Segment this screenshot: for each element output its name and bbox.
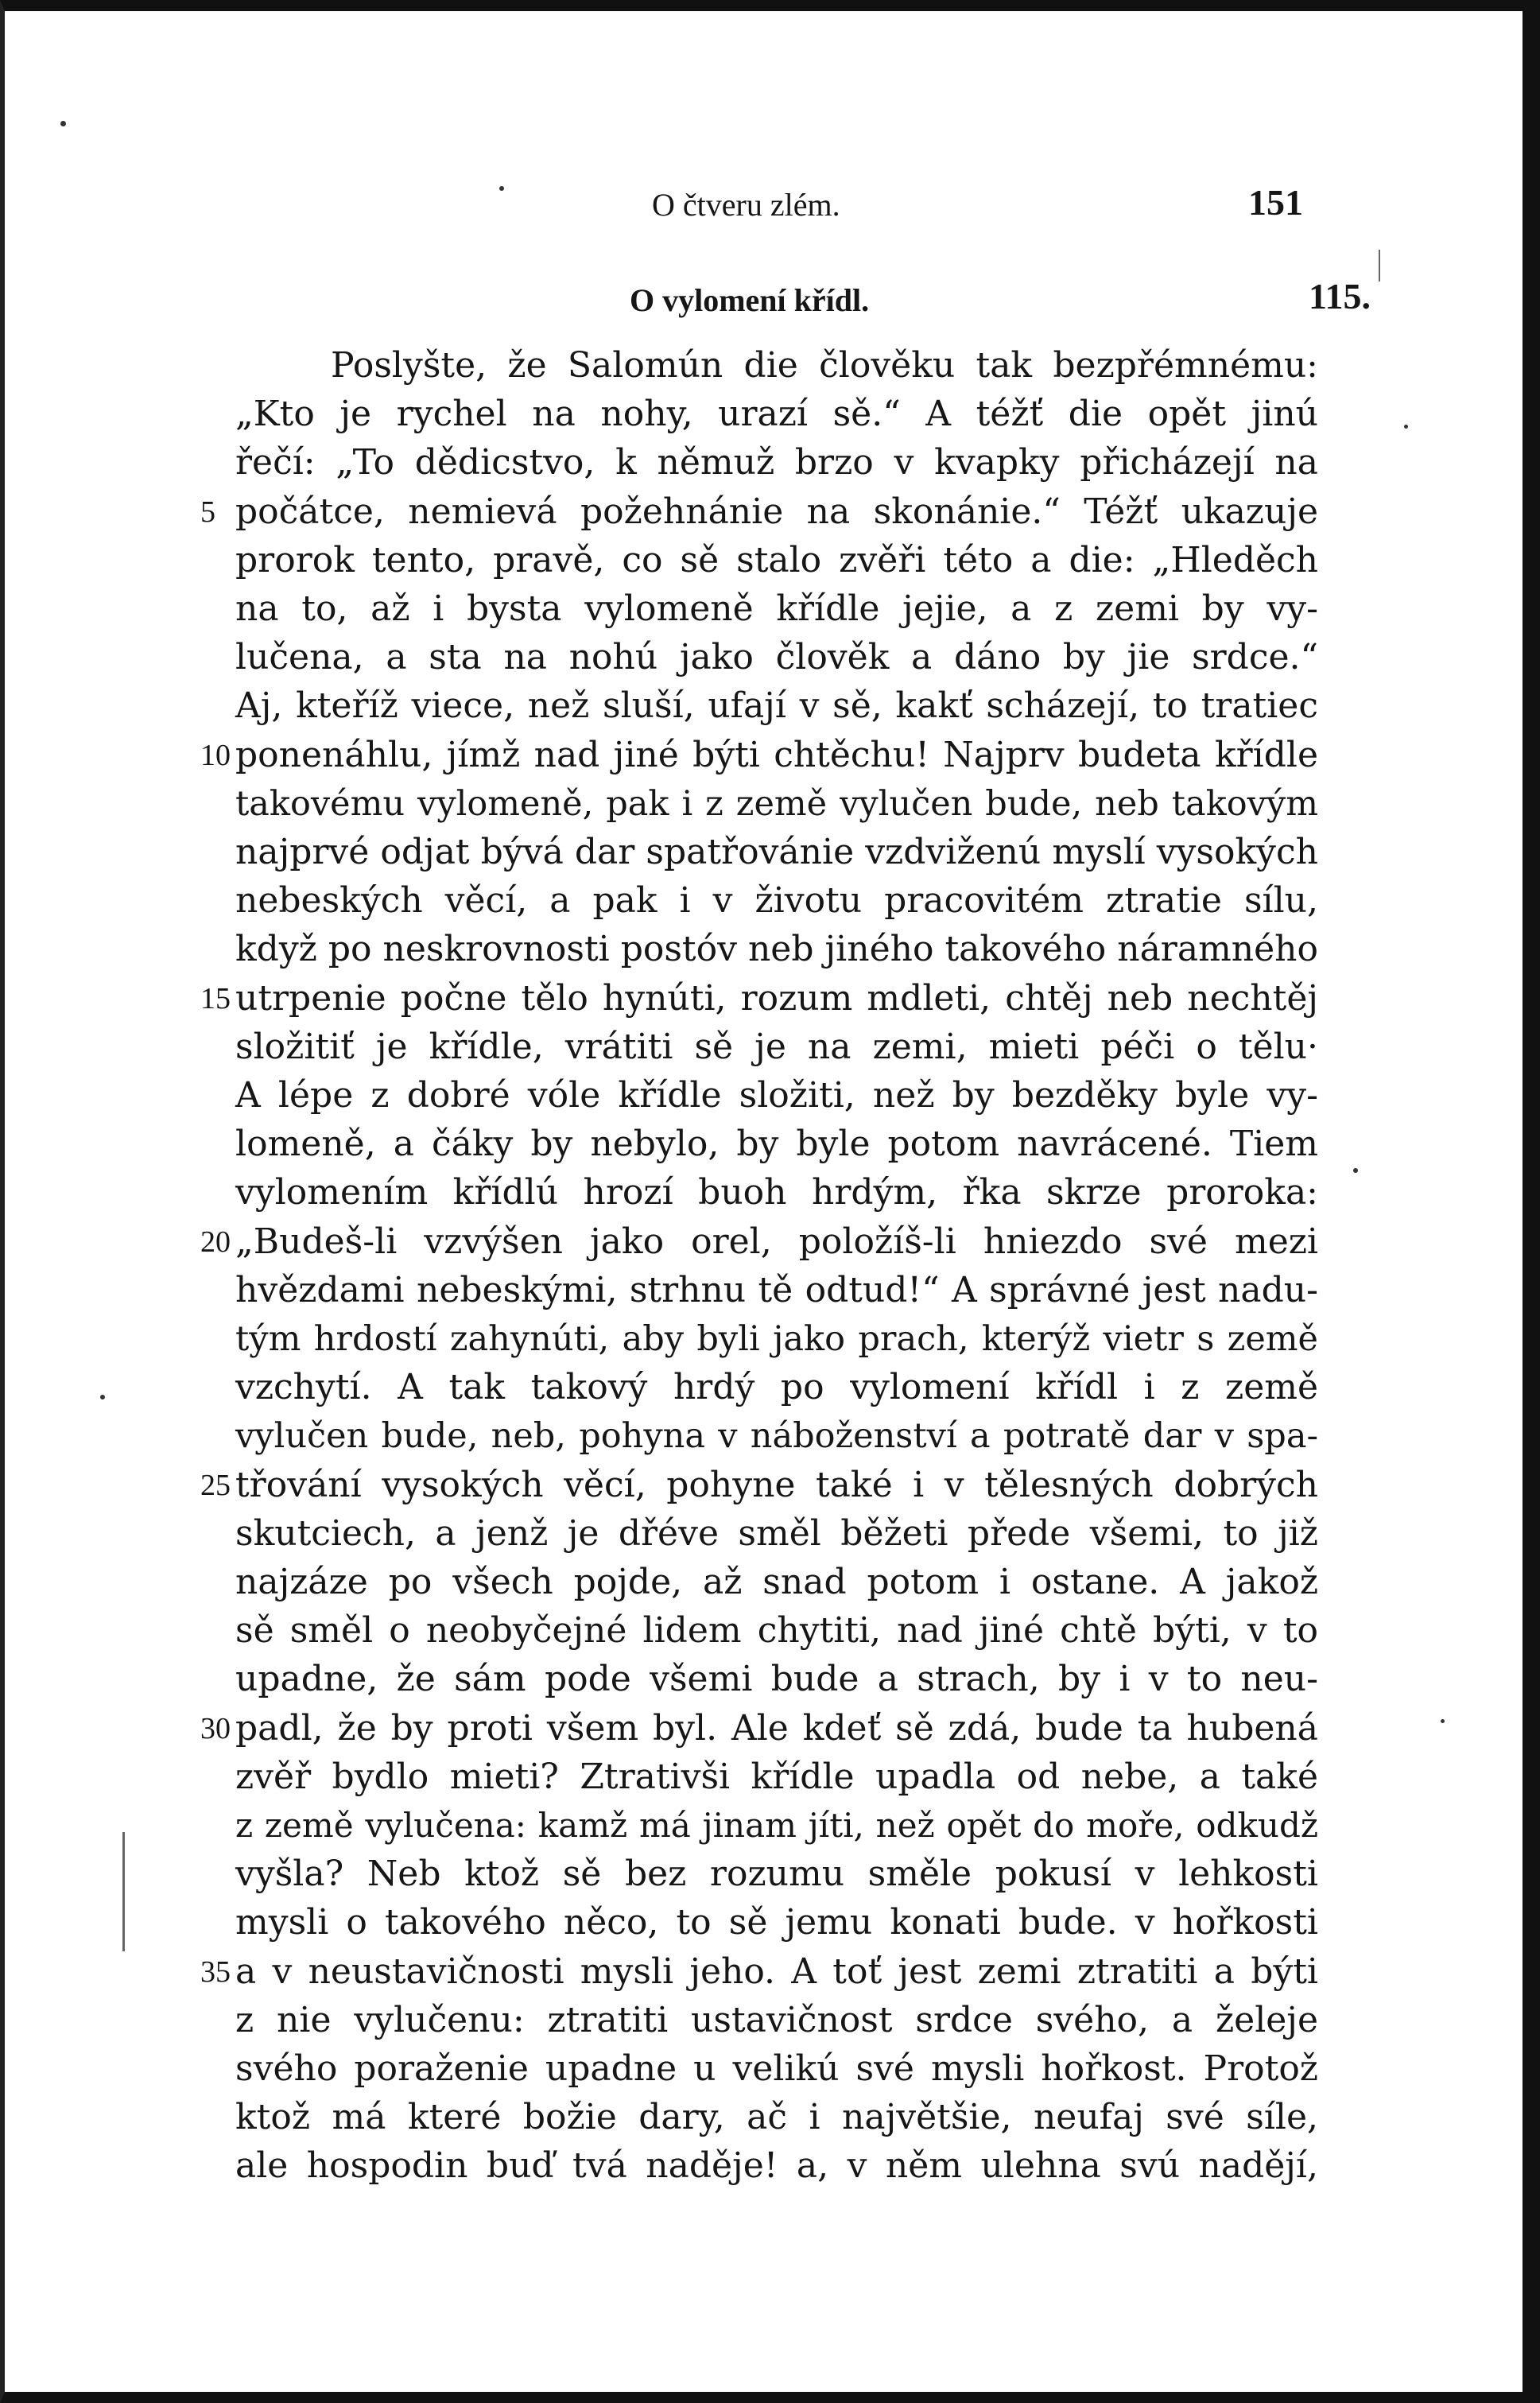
text-line: Poslyšte, že Salomún die člověku tak bezpřémnému: — [331, 345, 1318, 386]
text-line: řečí: „To dědicstvo, k němuž brzo v kvapky přicházejí na — [235, 442, 1318, 483]
text-line: ponenáhlu, jímž nad jiné býti chtěchu! Najprv budeta křídle — [235, 735, 1318, 775]
text-line: vylomením křídlú hrozí buoh hrdým, řka skrze proroka: — [235, 1172, 1318, 1213]
scan-speck — [100, 1395, 105, 1399]
line-number: 10 — [200, 739, 231, 772]
line-number: 25 — [200, 1469, 231, 1502]
text-line: třování vysokých věcí, pohyne také i v tělesných dobrých — [235, 1465, 1318, 1505]
scan-speck — [60, 121, 66, 126]
text-line: počátce, nemievá požehnánie na skonánie.“ Téžť ukazuje — [235, 491, 1318, 532]
line-number: 35 — [200, 1955, 231, 1989]
text-line: nebeských věcí, a pak i v životu pracovitém ztratie sílu, — [235, 880, 1318, 921]
running-head: O čtveru zlém. — [652, 187, 840, 223]
text-line: ktož má které božie dary, ač i najvětšie, neufaj své síle, — [235, 2097, 1318, 2137]
text-line: mysli o takového něco, to sě jemu konati bude. v hořkosti — [235, 1902, 1318, 1943]
scan-speck — [1353, 1168, 1358, 1173]
section-title: O vylomení křídl. — [630, 282, 870, 318]
text-line: na to, až i bysta vylomeně křídle jejie, a z zemi by vy- — [235, 588, 1318, 629]
text-line: hvězdami nebeskými, strhnu tě odtud!“ A správné jest nadu- — [235, 1270, 1318, 1310]
scan-speck — [1441, 1719, 1445, 1723]
text-line: vzchytí. A tak takový hrdý po vylomení křídl i z země — [235, 1367, 1318, 1407]
line-number: 15 — [200, 982, 231, 1015]
text-line: z země vylučena: kamž má jinam jíti, než opět do moře, odkudž — [235, 1806, 1318, 1845]
text-line: prorok tento, pravě, co sě stalo zvěři této a die: „Hleděch — [235, 540, 1318, 580]
scan-mark — [122, 1832, 125, 1951]
text-line: když po neskrovnosti postóv neb jiného takového náramného — [235, 929, 1318, 969]
text-line: zvěř bydlo mieti? Ztrativši křídle upadla od nebe, a také — [235, 1757, 1318, 1797]
text-line: upadne, že sám pode všemi bude a strach, by i v to neu- — [235, 1659, 1318, 1699]
text-line: Aj, kteříž viece, než sluší, ufají v sě, kakť scházejí, to tratiec — [235, 685, 1318, 726]
text-line: ale hospodin buď tvá naděje! a, v něm ulehna svú nadějí, — [235, 2145, 1318, 2186]
text-line: sě směl o neobyčejné lidem chytiti, nad jiné chtě býti, v to — [235, 1610, 1318, 1651]
line-number: 5 — [200, 495, 215, 529]
text-line: svého poraženie upadne u velikú své mysli hořkost. Protož — [235, 2048, 1318, 2089]
text-line: najzáze po všech pojde, až snad potom i ostane. A jakož — [235, 1562, 1318, 1602]
line-number: 30 — [200, 1712, 231, 1745]
text-line: tým hrdostí zahynúti, aby byli jako prach, kterýž vietr s země — [235, 1319, 1318, 1359]
text-line: lučena, a sta na nohú jako člověk a dáno by jie srdce.“ — [235, 637, 1318, 677]
text-line: A lépe z dobré vóle křídle složiti, než by bezděky byle vy- — [235, 1075, 1318, 1116]
text-line: „Kto je rychel na nohy, urazí sě.“ A téžť die opět jinú — [235, 394, 1318, 434]
text-line: složitiť je křídle, vrátiti sě je na zemi, mieti péči o tělu· — [235, 1027, 1318, 1067]
text-line: z nie vylučenu: ztratiti ustavičnost srdce svého, a želeje — [235, 2000, 1318, 2040]
scan-speck — [499, 186, 504, 191]
scan-speck — [1404, 425, 1408, 429]
text-line: takovému vylomeně, pak i z země vylučen bude, neb takovým — [235, 784, 1318, 824]
text-line: skutciech, a jenž je dřéve směl běžeti přede všemi, to již — [235, 1513, 1318, 1554]
text-line: utrpenie počne tělo hynúti, rozum mdleti, chtěj neb nechtěj — [235, 978, 1318, 1019]
text-line: najprvé odjat bývá dar spatřovánie vzdviženú myslí vysokých — [235, 832, 1318, 872]
text-line: vyšla? Neb ktož sě bez rozumu směle pokusí v lehkosti — [235, 1854, 1318, 1894]
text-line: a v neustavičnosti mysli jeho. A toť jest zemi ztratiti a býti — [235, 1951, 1318, 1992]
scan-mark — [1379, 250, 1380, 281]
text-line: vylučen bude, neb, pohyna v náboženství a potratě dar v spa- — [235, 1416, 1318, 1456]
side-number: 115. — [1309, 276, 1371, 316]
text-line: padl, že by proti všem byl. Ale kdeť sě zdá, bude ta hubená — [235, 1708, 1318, 1749]
page-number: 151 — [1248, 182, 1303, 223]
text-line: „Budeš-li vzvýšen jako orel, položíš-li hniezdo své mezi — [235, 1221, 1318, 1262]
line-number: 20 — [200, 1225, 231, 1259]
text-line: lomeně, a čáky by nebylo, by byle potom navrácené. Tiem — [235, 1124, 1318, 1164]
